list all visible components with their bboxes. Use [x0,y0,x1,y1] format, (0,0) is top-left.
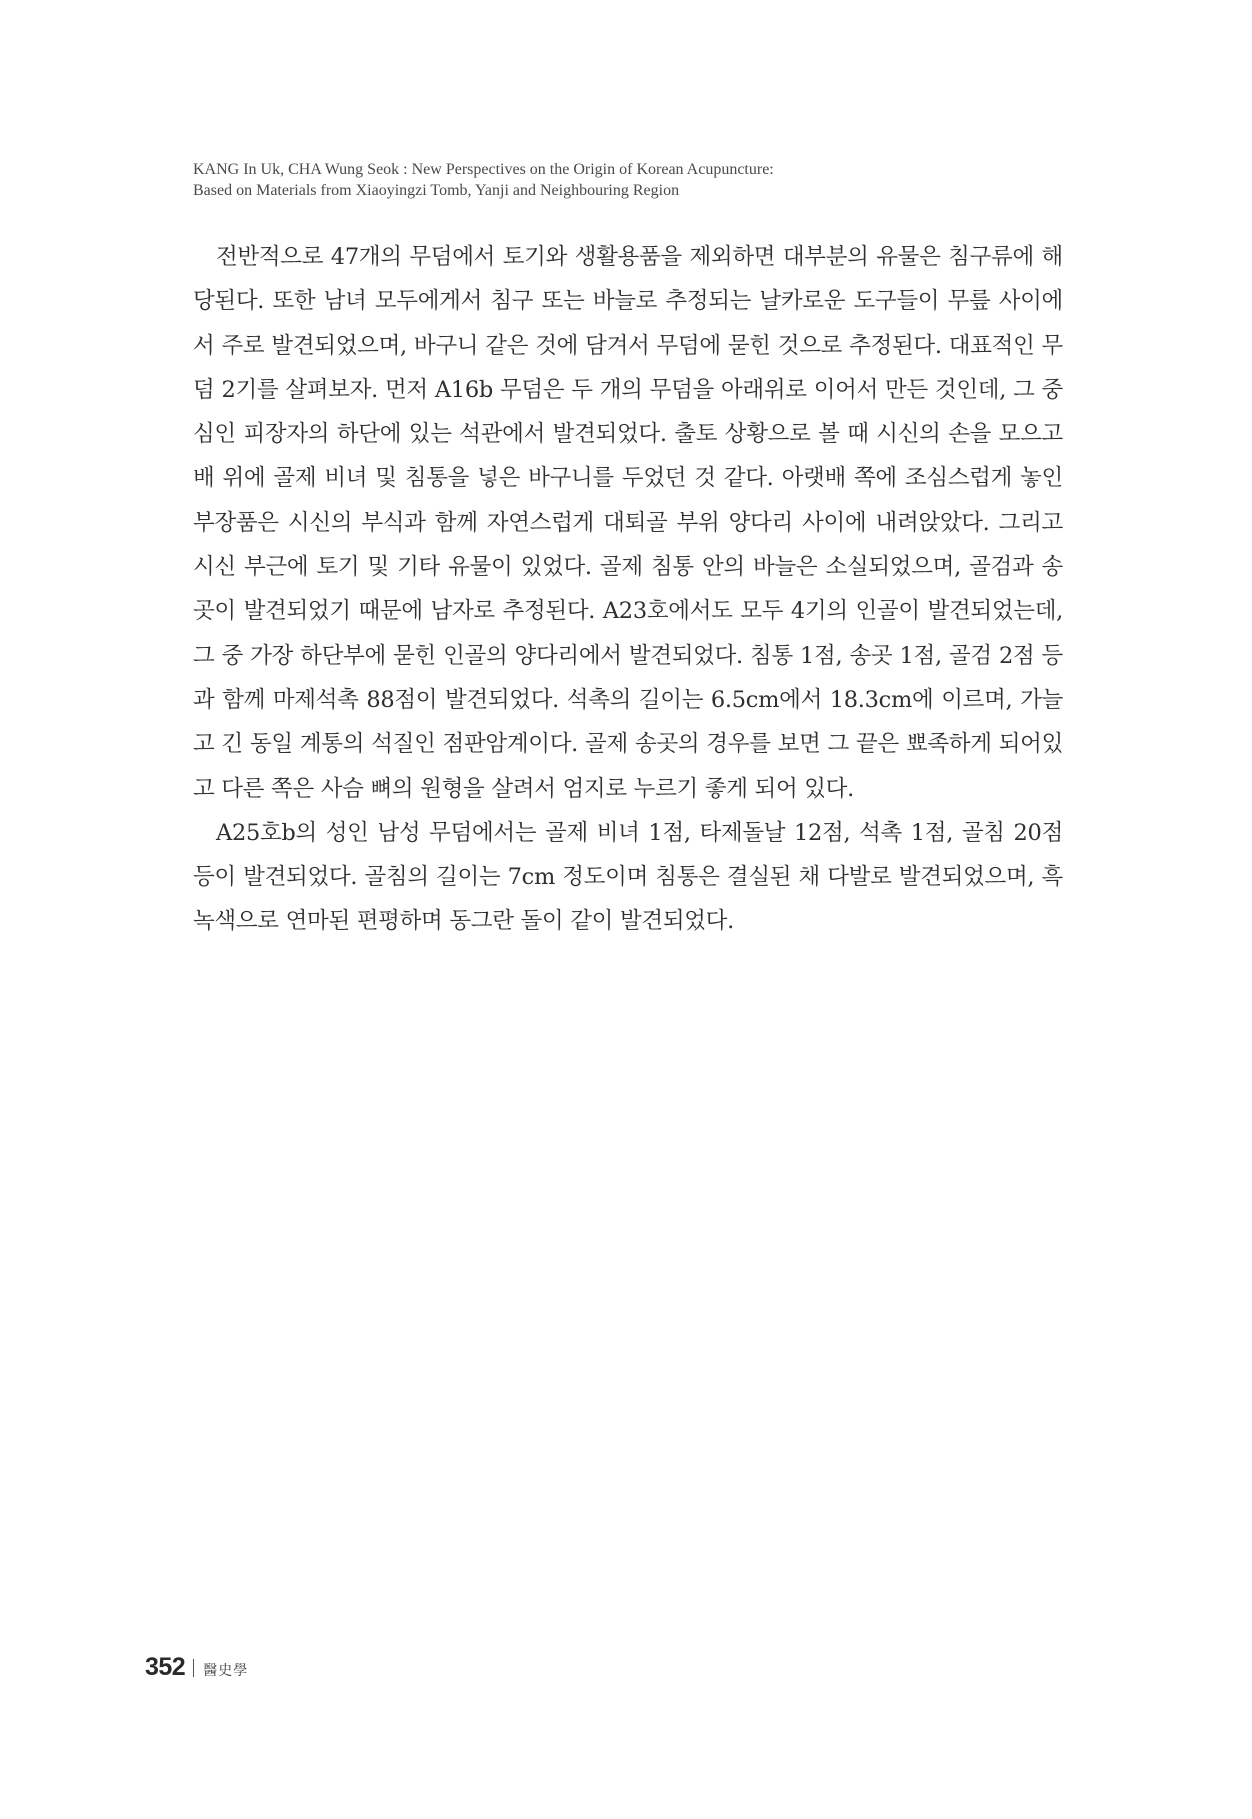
body-paragraph-2: A25호b의 성인 남성 무덤에서는 골제 비녀 1점, 타제돌날 12점, 석촉 1점, 골침 20점 등이 발견되었다. 골침의 길이는 7cm 정도이며 침통은 결실된 채 다발로 발견되었으며, 흑녹색으로 연마된 편평하며 동그란 돌이 같이 발견되었다. [193,819,1063,935]
running-header-line-2: Based on Materials from Xiaoyingzi Tomb, Yanji and Neighbouring Region [193,182,680,199]
article-body [193,235,1063,944]
journal-name: 醫史學 [203,1663,249,1679]
running-header [193,159,1073,201]
page-footer [145,1653,248,1682]
running-header-line-1: KANG In Uk, CHA Wung Seok : New Perspectives on the Origin of Korean Acupuncture: [193,161,774,178]
page-number: 352 [145,1653,186,1681]
footer-divider [193,1659,194,1677]
body-paragraph-1: 전반적으로 47개의 무덤에서 토기와 생활용품을 제외하면 대부분의 유물은 침구류에 해당된다. 또한 남녀 모두에게서 침구 또는 바늘로 추정되는 날카로운 도구들이 무릎 사이에서 주로 발견되었으며, 바구니 같은 것에 담겨서 무덤에 묻힌 것으로 추정된다. 대표적인 무덤 2기를 살펴보자. 먼저 A16b 무덤은 두 개의 무덤을 아래위로 이어서 만든 것인데, 그 중심인 피장자의 하단에 있는 석관에서 발견되었다. 출토 상황으로 볼 때 시신의 손을 모으고 배 위에 골제 비녀 및 침통을 넣은 바구니를 두었던 것 같다. 아랫배 쪽에 조심스럽게 놓인 부장품은 시신의 부식과 함께 자연스럽게 대퇴골 부위 양다리 사이에 내려앉았다. 그리고 시신 부근에 토기 및 기타 유물이 있었다. 골제 침통 안의 바늘은 소실되었으며, 골검과 송곳이 발견되었기 때문에 남자로 추정된다. A23호에서도 모두 4기의 인골이 발견되었는데, 그 중 가장 하단부에 묻힌 인골의 양다리에서 발견되었다. 침통 1점, 송곳 1점, 골검 2점 등과 함께 마제석촉 88점이 발견되었다. 석촉의 길이는 6.5cm에서 18.3cm에 이르며, 가늘고 긴 동일 계통의 석질인 점판암계이다. 골제 송곳의 경우를 보면 그 끝은 뾰족하게 되어있고 다른 쪽은 사슴 뼈의 원형을 살려서 엄지로 누르기 좋게 되어 있다. [193,244,1063,802]
